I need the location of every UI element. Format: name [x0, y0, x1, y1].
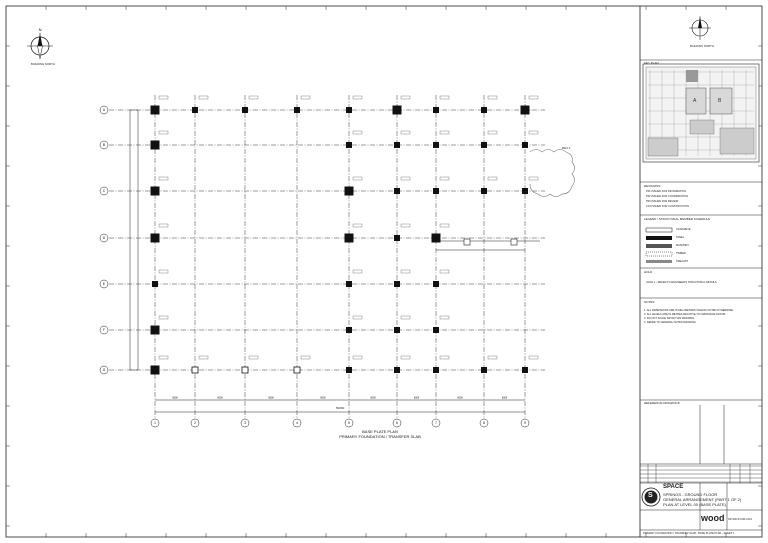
base-plate — [151, 106, 160, 115]
plan-title-block — [325, 430, 435, 439]
north-label: BUILDING NORTH — [31, 62, 55, 66]
base-plate-tag — [159, 131, 168, 134]
base-plate-tag — [440, 356, 449, 359]
base-plate-tag — [353, 96, 362, 99]
base-plate — [346, 107, 352, 113]
bay-dimension: 6000 — [268, 396, 274, 400]
base-plate — [433, 188, 439, 194]
base-plate-tag — [401, 177, 410, 180]
base-plate-tag — [488, 131, 497, 134]
base-plate — [481, 367, 487, 373]
grid-label-row: A — [102, 108, 106, 113]
bay-dimension: 6000 — [457, 396, 463, 400]
base-plate-tag — [159, 224, 168, 227]
grid-label-row: B — [102, 143, 106, 148]
drawing-number: SP-WD-ST-DR-0101 — [728, 518, 752, 521]
grid-label-col: 1 — [154, 421, 156, 426]
project-name: SPACE — [663, 484, 684, 490]
base-plate — [151, 366, 160, 375]
base-plate-tag — [199, 356, 208, 359]
base-plate-tag — [353, 177, 362, 180]
overall-dimension: 50000 — [336, 406, 345, 410]
grid-label-col: 2 — [194, 421, 196, 426]
base-plate-tag — [159, 270, 168, 273]
base-plate — [521, 106, 530, 115]
key-north-label: BUILDING NORTH — [690, 44, 714, 48]
base-plate-tag — [529, 177, 538, 180]
base-plate — [346, 367, 352, 373]
base-plate-tag — [440, 224, 449, 227]
plan-title: BASE PLATE PLAN — [362, 429, 398, 434]
base-plate — [346, 281, 352, 287]
base-plate — [394, 281, 400, 287]
base-plate-tag — [159, 356, 168, 359]
base-plate — [394, 367, 400, 373]
footer-text: PRIMARY FOUNDATION / TRANSFER SLAB - BASE PLATE PLAN - SHEET 1 — [643, 532, 735, 535]
base-plate — [151, 234, 160, 243]
bay-dimension: 6000 — [172, 396, 178, 400]
legend-item: STEEL — [676, 236, 685, 239]
base-plate-tag — [440, 316, 449, 319]
grid-label-col: 3 — [244, 421, 246, 426]
base-plate — [345, 187, 354, 196]
base-plate-tag — [353, 270, 362, 273]
base-plate-tag — [401, 356, 410, 359]
base-plate-tag — [249, 96, 258, 99]
base-plate — [152, 281, 158, 287]
base-plate-tag — [488, 96, 497, 99]
grid-label-row: E — [102, 282, 106, 287]
base-plate — [294, 107, 300, 113]
issue-heading: REVISIONS — [644, 184, 661, 188]
svg-text:N: N — [38, 27, 42, 32]
base-plate — [433, 367, 439, 373]
revision-cloud — [530, 150, 575, 197]
issue-row: P02 ISSUED FOR COORDINATION — [646, 195, 688, 198]
note-item: 1. ALL DIMENSIONS ARE IN MILLIMETRES UNLESS NOTED OTHERWISE. — [644, 309, 734, 312]
legend-heading: LEGEND / STRUCTURAL MEMBER SCHEDULE — [644, 217, 711, 221]
note-item: 4. REFER TO GENERAL NOTES DRAWING. — [644, 321, 697, 324]
base-plate — [394, 327, 400, 333]
key-plan-north-icon — [689, 16, 711, 40]
base-plate-tag — [440, 96, 449, 99]
grid-label-row: D — [102, 236, 106, 241]
base-plate-tag — [401, 224, 410, 227]
base-plate-tag — [488, 177, 497, 180]
grid-label-col: 5 — [348, 421, 350, 426]
base-plate-tag — [401, 96, 410, 99]
base-plate-tag — [440, 131, 449, 134]
reference-heading: REFERENCE DRAWINGS — [644, 401, 680, 405]
grid-label-col: 7 — [435, 421, 437, 426]
bay-dimension: 6000 — [217, 396, 223, 400]
hold-text: HOLD 1 - REFER TO ENGINEER'S STRUCTURAL DETAILS — [646, 281, 717, 284]
base-plate-tag — [529, 356, 538, 359]
note-item: 2. ALL LEVELS ARE IN METRES RELATIVE TO ORDNANCE DATUM. — [644, 313, 726, 316]
legend-swatches — [646, 228, 672, 263]
base-plate — [242, 107, 248, 113]
key-plan-heading: KEY PLAN — [644, 61, 659, 65]
base-plate-open — [294, 367, 300, 373]
keyplan-zone-b: B — [718, 98, 722, 104]
base-plate-open — [192, 367, 198, 373]
base-plate-tag — [440, 270, 449, 273]
grid-label-row: F — [103, 328, 105, 333]
legend-item: MASONRY — [676, 244, 690, 247]
base-plate-tag — [159, 316, 168, 319]
base-plate-tag — [159, 177, 168, 180]
drawing-title-2: GENERAL ARRANGEMENT (PART 1 OF 2) — [663, 497, 742, 502]
grid-label-col: 8 — [483, 421, 485, 426]
structural-grid — [100, 95, 545, 427]
cloud-label: REV 1 — [562, 146, 571, 150]
base-plate — [433, 281, 439, 287]
drawing-title-3: PLAN AT LEVEL 00 (BASE PLATE) — [663, 502, 726, 507]
base-plate — [481, 107, 487, 113]
issue-row: P03 ISSUED FOR REVIEW — [646, 200, 679, 203]
base-plate-tag — [353, 224, 362, 227]
base-plate — [151, 141, 160, 150]
consultant-logo: wood — [701, 513, 725, 523]
legend-item: CONCRETE — [676, 228, 691, 231]
hold-heading: HOLD — [644, 270, 653, 274]
bay-dimension: 6000 — [501, 396, 508, 400]
drawing-title-1: SPRINGS - GROUND FLOOR — [663, 492, 718, 497]
base-plate — [522, 142, 528, 148]
base-plate-tag — [488, 356, 497, 359]
key-plan-image — [643, 64, 759, 162]
base-plate — [346, 327, 352, 333]
client-logo-letter: S — [648, 492, 653, 499]
base-plate-tag — [529, 131, 538, 134]
issue-row: C01 ISSUED FOR CONSTRUCTION — [646, 205, 689, 208]
plan-subtitle: PRIMARY FOUNDATION / TRANSFER SLAB — [339, 433, 421, 439]
grid-label-row: C — [102, 189, 106, 194]
grid-label-col: 9 — [524, 421, 526, 426]
base-plate-tag — [440, 177, 449, 180]
base-plate-tag — [529, 96, 538, 99]
bay-dimension: 6000 — [320, 396, 326, 400]
base-plate-tag — [401, 316, 410, 319]
base-plate — [394, 235, 400, 241]
issue-row: P01 ISSUED FOR INFORMATION — [646, 190, 686, 193]
base-plate-tag — [401, 270, 410, 273]
base-plate-tag — [353, 316, 362, 319]
legend-item: PRECAST — [676, 260, 689, 263]
notes-heading: NOTES — [644, 300, 655, 304]
keyplan-zone-a: A — [693, 98, 697, 104]
legend-item: TIMBER — [676, 252, 686, 255]
base-plate-tag — [353, 356, 362, 359]
grid-label-col: 4 — [296, 421, 298, 426]
base-plate — [522, 188, 528, 194]
base-plate-tag — [249, 356, 258, 359]
base-plate-tag — [159, 96, 168, 99]
base-plate-tag — [353, 131, 362, 134]
base-plate-open — [242, 367, 248, 373]
base-plate — [394, 188, 400, 194]
base-plate — [345, 234, 354, 243]
base-plate — [394, 142, 400, 148]
base-plate — [433, 107, 439, 113]
base-plate-tag — [401, 131, 410, 134]
base-plate-tag — [199, 96, 208, 99]
bay-dimension: 6000 — [370, 396, 376, 400]
base-plate — [346, 142, 352, 148]
base-plate-tag — [301, 96, 310, 99]
base-plate — [522, 367, 528, 373]
base-plate — [433, 142, 439, 148]
base-plate — [151, 326, 160, 335]
base-plate — [192, 107, 198, 113]
note-item: 3. DO NOT SCALE FROM THIS DRAWING. — [644, 317, 695, 320]
north-arrow-icon — [27, 27, 53, 59]
grid-label-col: 6 — [396, 421, 398, 426]
bay-dimension: 6000 — [413, 396, 420, 400]
base-plate — [433, 327, 439, 333]
base-plate — [393, 106, 402, 115]
base-plate — [481, 142, 487, 148]
base-plate — [151, 187, 160, 196]
base-plate-tag — [301, 356, 310, 359]
base-plate — [481, 188, 487, 194]
grid-label-row: G — [102, 368, 106, 373]
